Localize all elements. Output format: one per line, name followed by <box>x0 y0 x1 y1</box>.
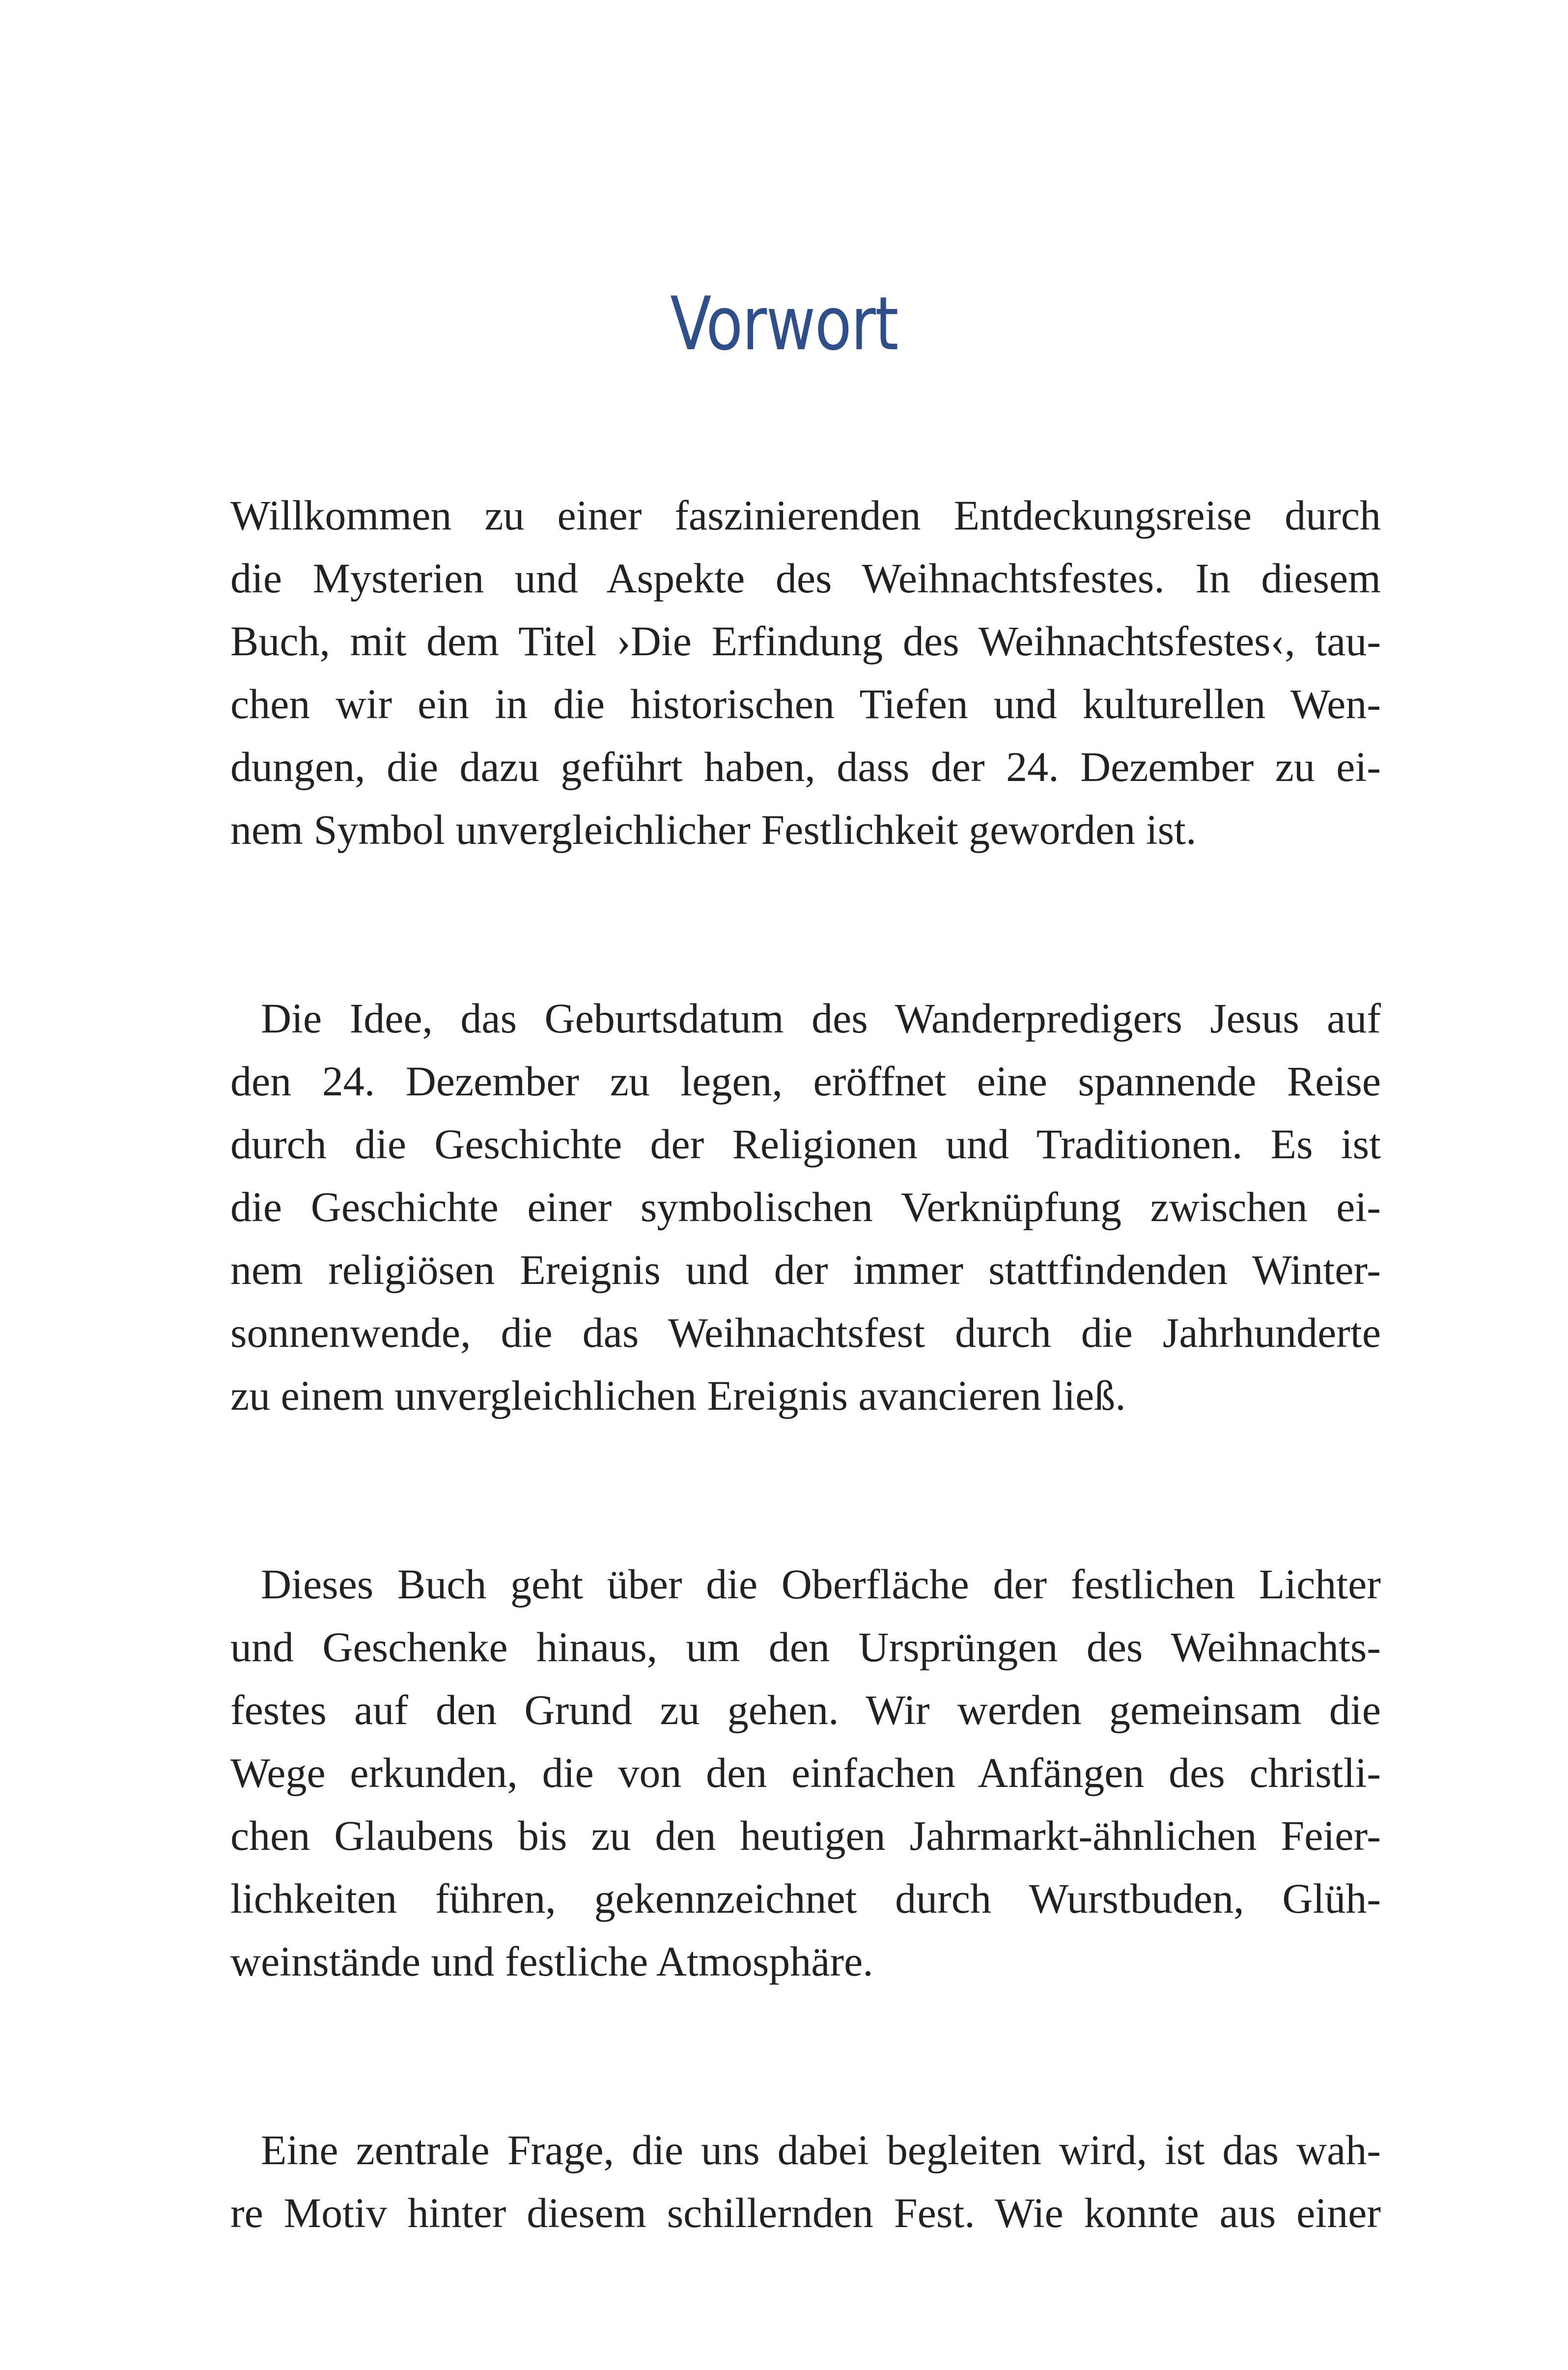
text-line: die Mysterien und Aspekte des Weihnachtsfestes. In diesem <box>230 555 1381 602</box>
text-line: Eine zentrale Frage, die uns dabei begleiten wird, ist das wah- <box>261 2126 1381 2174</box>
text-line: nem religiösen Ereignis und der immer stattfindenden Winter- <box>230 1246 1381 1293</box>
text-line: und Geschenke hinaus, um den Ursprüngen des Weihnachts- <box>230 1623 1381 1671</box>
text-line: Wege erkunden, die von den einfachen Anfängen des christli- <box>230 1749 1381 1796</box>
text-line: festes auf den Grund zu gehen. Wir werden gemeinsam die <box>230 1686 1381 1733</box>
text-line: den 24. Dezember zu legen, eröffnet eine spannende Reise <box>230 1058 1381 1105</box>
page-title: Vorwort <box>670 281 898 367</box>
text-line: dungen, die dazu geführt haben, dass der 24. Dezember zu ei- <box>230 743 1381 790</box>
text-line: nem Symbol unvergleichlicher Festlichkeit geworden ist. <box>230 806 1197 853</box>
paragraph-4 <box>230 2119 1381 2244</box>
paragraph-2 <box>230 987 1381 1427</box>
text-line: chen Glaubens bis zu den heutigen Jahrmarkt-ähnlichen Feier- <box>230 1812 1381 1859</box>
paragraph-1 <box>230 484 1381 861</box>
text-line: re Motiv hinter diesem schillernden Fest. Wie konnte aus einer <box>230 2189 1381 2236</box>
text-line: weinstände und festliche Atmosphäre. <box>230 1938 873 1985</box>
text-line: Willkommen zu einer faszinierenden Entdeckungsreise durch <box>230 492 1381 539</box>
text-line: Die Idee, das Geburtsdatum des Wanderpredigers Jesus auf <box>261 995 1381 1042</box>
text-line: Buch, mit dem Titel ›Die Erfindung des Weihnachtsfestes‹, tau- <box>230 617 1381 665</box>
text-line: durch die Geschichte der Religionen und Traditionen. Es ist <box>230 1120 1381 1168</box>
text-line: Dieses Buch geht über die Oberfläche der festlichen Lichter <box>261 1561 1381 1608</box>
body-text <box>230 484 1381 2370</box>
text-line: zu einem unvergleichlichen Ereignis avancieren ließ. <box>230 1372 1126 1419</box>
text-line: die Geschichte einer symbolischen Verknüpfung zwischen ei- <box>230 1183 1381 1230</box>
text-line: chen wir ein in die historischen Tiefen und kulturellen Wen- <box>230 680 1381 727</box>
text-line: lichkeiten führen, gekennzeichnet durch Wurstbuden, Glüh- <box>230 1875 1381 1922</box>
text-line: sonnenwende, die das Weihnachtsfest durch die Jahrhunderte <box>230 1309 1381 1356</box>
paragraph-3 <box>230 1553 1381 1993</box>
